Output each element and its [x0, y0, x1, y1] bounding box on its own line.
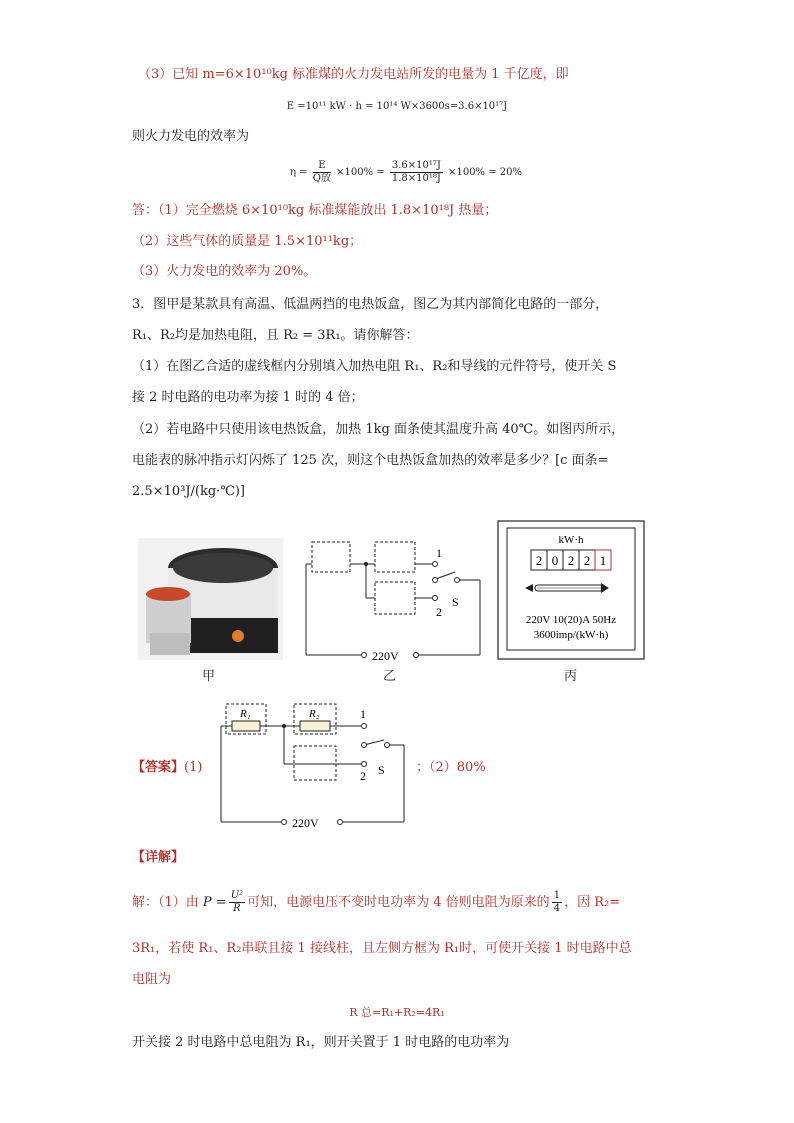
eta-num1: E — [313, 160, 331, 173]
answer-node-1: 1 — [360, 707, 366, 721]
eta-mid: ×100% = — [336, 167, 385, 178]
sol-frac-den: 4 — [553, 903, 561, 914]
energy-equation: E =10¹¹ kW · h = 10¹⁴ W×3600s=3.6×10¹⁷J — [286, 101, 508, 112]
answer-2: （2）这些气体的质量是 1.5×10¹¹kg； — [132, 234, 363, 249]
solution-line1 — [132, 884, 620, 922]
q3-line1: 3．图甲是某款具有高温、低温两挡的电热饭盒，图乙为其内部简化电路的一部分， — [132, 297, 609, 312]
r2-label: R₂ — [309, 708, 320, 720]
sol-formula-lhs: P = — [202, 895, 227, 910]
meter-unit: kW·h — [558, 534, 584, 546]
q3-sub2-a: （2）若电路中只使用该电热饭盒，加热 1kg 面条使其温度升高 40℃。如图丙所示， — [132, 422, 625, 437]
meter-digit-4: 2 — [583, 553, 591, 568]
circuit-diagram-yi — [300, 530, 490, 670]
eta-den2: 1.8×10¹⁸J — [391, 173, 441, 184]
answer-1: 答：（1）完全燃烧 6×10¹⁰kg 标准煤能放出 1.8×10¹⁸J 热量； — [132, 203, 498, 218]
answer-part2: ；（2）80% — [416, 760, 486, 775]
efficiency-intro: 则火力发电的效率为 — [132, 129, 250, 144]
electric-meter — [497, 520, 645, 660]
eta-frac-1 — [313, 160, 331, 185]
lunch-box-illustration — [138, 538, 283, 660]
solution-line2: 3R₁，若使 R₁、R₂串联且接 1 接线柱，且左侧方框为 R₁时，可使开关接 1 时电路中总 — [132, 941, 632, 956]
answer-3: （3）火力发电的效率为 20%。 — [132, 264, 317, 279]
sol-formula-den: R — [233, 903, 241, 914]
meter-digit-5: 1 — [599, 553, 607, 568]
eta-tail: ×100% = 20% — [448, 167, 523, 178]
lunch-box-photo — [138, 538, 283, 660]
answer-tag-text: 【答案】 — [132, 760, 185, 775]
voltage-label: 220V — [372, 649, 399, 663]
q3-sub2-b: 电能表的脉冲指示灯闪烁了 125 次，则这个电热饭盒加热的效率是多少？[c 面条= — [132, 453, 609, 468]
q3-sub2-c: 2.5×10³J/(kg·℃)] — [132, 484, 246, 499]
answer-voltage: 220V — [292, 816, 319, 830]
eta-den1: Q放 — [312, 173, 331, 184]
efficiency-equation — [290, 155, 522, 191]
sol-formula-frac — [229, 890, 245, 915]
eta-num2: 3.6×10¹⁷J — [391, 160, 441, 171]
fig-label-jia: 甲 — [202, 669, 216, 684]
sol-mid: 可知，电源电压不变时电功率为 4 倍则电阻为原来的 — [247, 895, 550, 910]
sol-quarter-frac — [552, 890, 562, 915]
solution-equation: R 总=R₁+R₂=4R₁ — [349, 1006, 445, 1019]
sol-formula-num: U² — [230, 890, 244, 901]
eta-frac-2 — [390, 160, 443, 185]
solution-line3: 电阻为 — [132, 972, 172, 987]
sol-tail: ，因 R₂= — [564, 895, 621, 910]
meter-imp: 3600imp/(kW·h) — [533, 629, 609, 641]
switch-label: S — [452, 595, 459, 609]
answer-tag — [132, 759, 202, 777]
meter-digit-2: 0 — [551, 553, 559, 568]
answer-switch: S — [378, 763, 385, 777]
sol-pre: 解：（1）由 — [132, 895, 199, 910]
node-2-label: 2 — [436, 605, 442, 619]
sol-frac-num: 1 — [553, 890, 561, 901]
meter-digit-3: 2 — [567, 553, 575, 568]
fig-label-bing: 丙 — [564, 669, 578, 684]
fig-label-yi: 乙 — [383, 669, 397, 684]
answer-circuit — [214, 698, 410, 830]
q3-sub1-a: （1）在图乙合适的虚线框内分别填入加热电阻 R₁、R₂和导线的元件符号，使开关 S — [132, 359, 617, 374]
meter-digit-1: 2 — [535, 553, 543, 568]
detail-tag: 【详解】 — [132, 850, 185, 865]
r1-label: R₁ — [240, 708, 251, 720]
node-1-label: 1 — [436, 546, 442, 560]
q3-sub1-b: 接 2 时电路的电功率为接 1 时的 4 倍； — [132, 390, 364, 405]
q3-line2: R₁、R₂均是加热电阻，且 R₂ = 3R₁。请你解答： — [132, 328, 419, 343]
answer-node-2: 2 — [360, 769, 366, 783]
solution-line4: 开关接 2 时电路中总电阻为 R₁，则开关置于 1 时电路的电功率为 — [132, 1035, 510, 1050]
given-line: （3）已知 m=6×10¹⁰kg 标准煤的火力发电站所发的电量为 1 千亿度，即 — [138, 67, 569, 82]
answer-part1: (1) — [184, 760, 203, 775]
meter-rating: 220V 10(20)A 50Hz — [525, 614, 617, 626]
eta-lhs: η = — [290, 167, 308, 178]
